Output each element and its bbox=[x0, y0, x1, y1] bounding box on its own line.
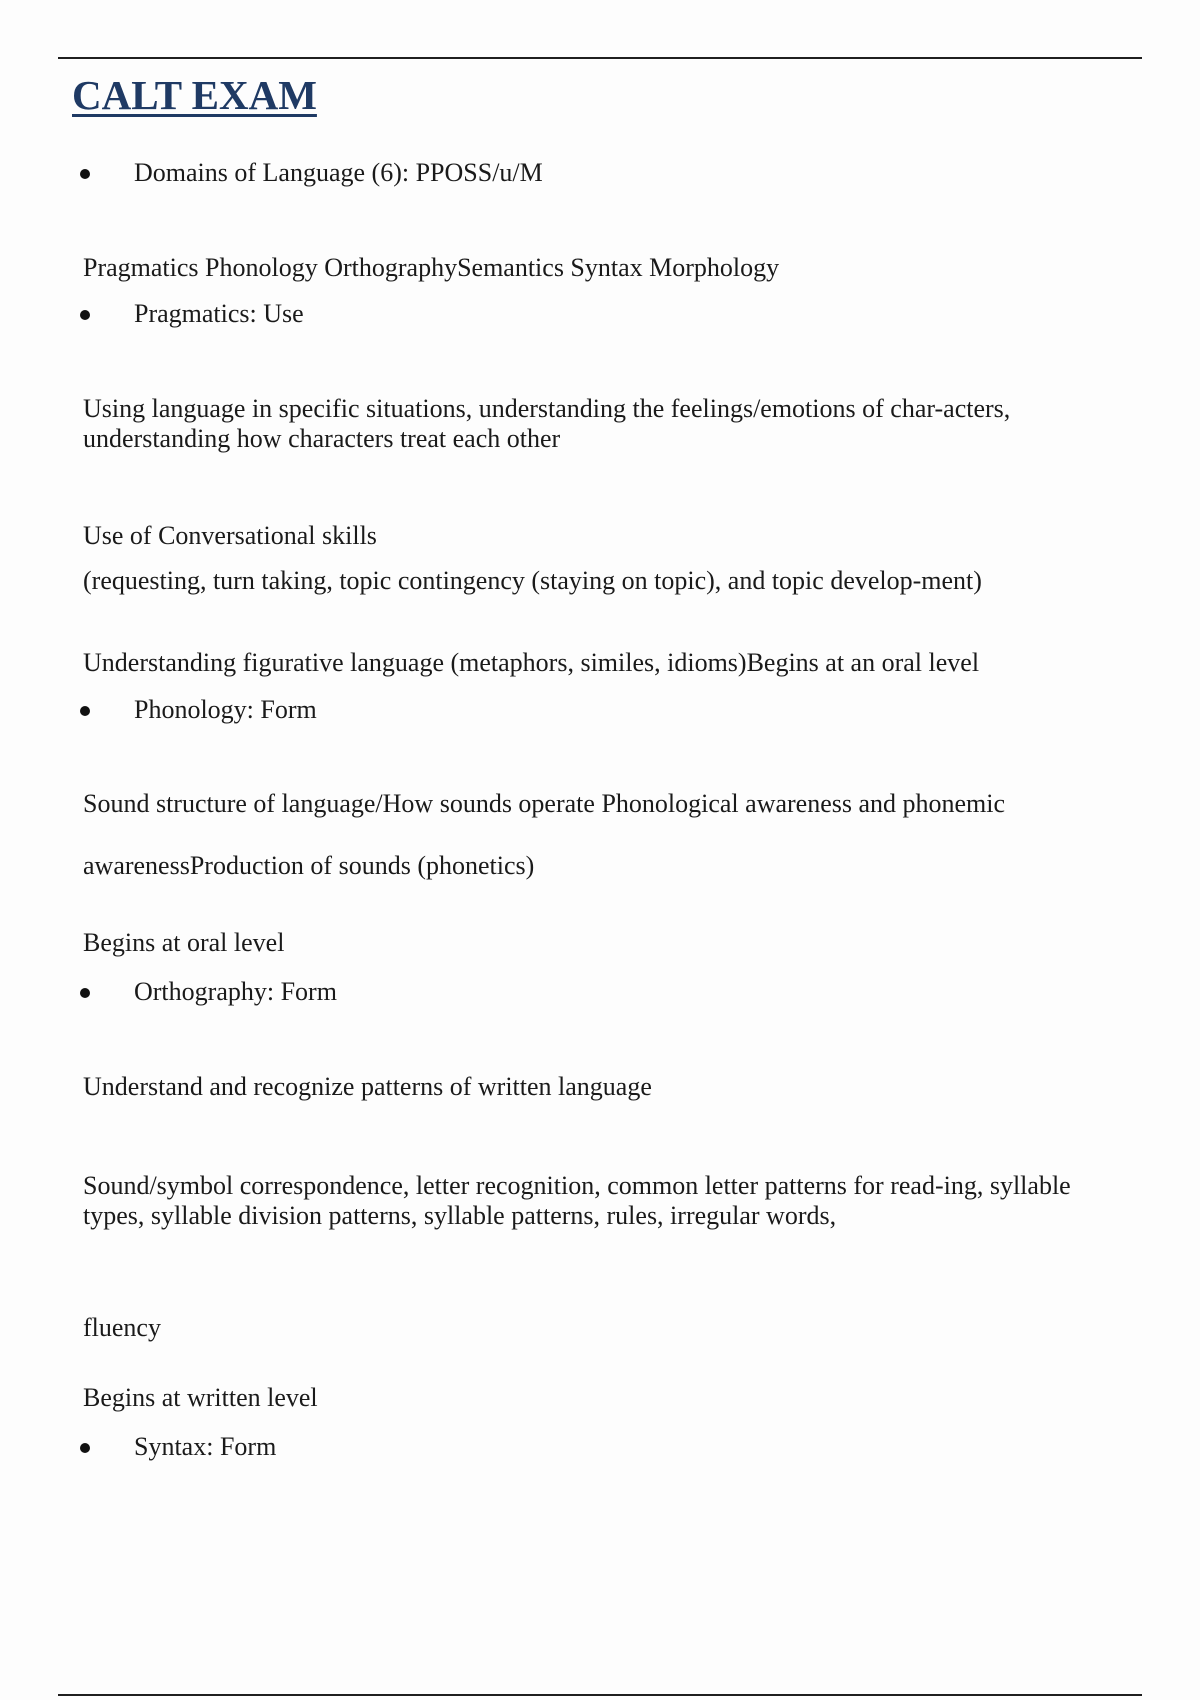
bottom-rule bbox=[58, 1694, 1142, 1696]
bullet-domains bbox=[80, 158, 980, 188]
document-title: CALT EXAM bbox=[72, 72, 317, 118]
bullet-text: Pragmatics: Use bbox=[134, 299, 304, 328]
bullet-phonology bbox=[80, 695, 980, 725]
bullet-text: Orthography: Form bbox=[134, 977, 337, 1006]
orthography-description: Understand and recognize patterns of written language bbox=[83, 1072, 652, 1101]
top-rule bbox=[58, 57, 1142, 59]
bullet-dot-icon bbox=[80, 169, 90, 179]
domains-list: Pragmatics Phonology OrthographySemantics Syntax Morphology bbox=[83, 253, 780, 282]
oral-level-note: Begins at oral level bbox=[83, 928, 285, 957]
bullet-pragmatics bbox=[80, 299, 980, 329]
bullet-orthography bbox=[80, 977, 980, 1007]
orthography-detail-line-1: Sound/symbol correspondence, letter recognition, common letter patterns for read-ing, syllable bbox=[83, 1171, 1071, 1200]
conversational-skills: Use of Conversational skills bbox=[83, 521, 377, 550]
bullet-dot-icon bbox=[80, 310, 90, 320]
bullet-text: Domains of Language (6): PPOSS/u/M bbox=[134, 158, 543, 187]
bullet-syntax bbox=[80, 1432, 980, 1462]
bullet-text: Syntax: Form bbox=[134, 1432, 277, 1461]
written-level-note: Begins at written level bbox=[83, 1383, 318, 1412]
orthography-detail-line-2: types, syllable division patterns, syllable patterns, rules, irregular words, bbox=[83, 1201, 837, 1230]
conversational-skills-detail: (requesting, turn taking, topic contingency (staying on topic), and topic develop-ment) bbox=[83, 566, 982, 595]
bullet-dot-icon bbox=[80, 706, 90, 716]
bullet-text: Phonology: Form bbox=[134, 695, 317, 724]
fluency-note: fluency bbox=[83, 1313, 161, 1342]
pragmatics-description-line-1: Using language in specific situations, understanding the feelings/emotions of char-acters, bbox=[83, 394, 1011, 423]
bullet-dot-icon bbox=[80, 1443, 90, 1453]
bullet-dot-icon bbox=[80, 988, 90, 998]
figurative-language: Understanding figurative language (metaphors, similes, idioms)Begins at an oral level bbox=[83, 648, 980, 677]
pragmatics-description-line-2: understanding how characters treat each other bbox=[83, 424, 561, 453]
phonology-description-line-1: Sound structure of language/How sounds operate Phonological awareness and phonemic bbox=[83, 789, 1006, 818]
phonology-description-line-2: awarenessProduction of sounds (phonetics) bbox=[83, 851, 535, 880]
